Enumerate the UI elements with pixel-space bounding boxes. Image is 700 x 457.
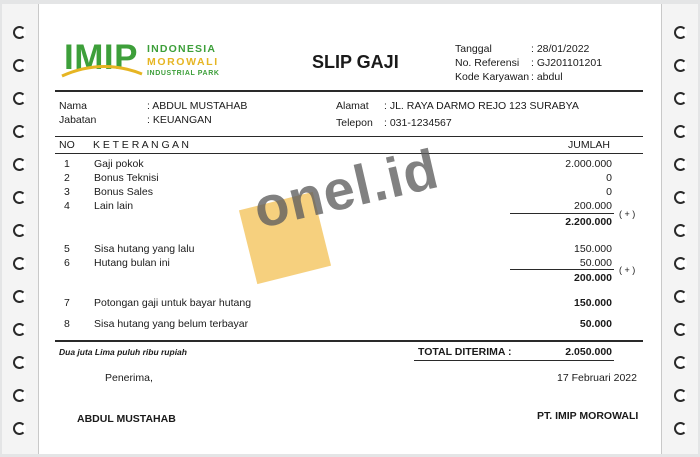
- logo-swoosh-icon: [60, 62, 144, 78]
- tractor-hole-icon: [13, 92, 26, 105]
- table-row-8-amount: 50.000: [579, 318, 612, 330]
- header-divider: [55, 90, 643, 92]
- subtotal-1-line: [510, 213, 614, 214]
- tractor-hole-icon: [674, 125, 687, 138]
- slip-title: SLIP GAJI: [312, 52, 399, 72]
- penerima-label: Penerima,: [105, 372, 153, 384]
- referensi-label: No. Referensi: [455, 57, 520, 69]
- tractor-hole-icon: [13, 158, 26, 171]
- logo-text-industrial-park: INDUSTRIAL PARK: [147, 70, 220, 77]
- table-row-3-desc: Bonus Sales: [94, 186, 153, 198]
- tractor-hole-icon: [674, 224, 687, 237]
- tractor-hole-icon: [13, 356, 26, 369]
- tractor-hole-icon: [13, 125, 26, 138]
- slip-date: 17 Februari 2022: [557, 372, 637, 384]
- nama-value: : ABDUL MUSTAHAB: [147, 100, 248, 112]
- tractor-hole-icon: [13, 422, 26, 435]
- table-row-3-amount: 0: [606, 186, 612, 198]
- table-row-4-desc: Lain lain: [94, 200, 134, 212]
- table-row-7-no: 7: [64, 297, 70, 309]
- recipient-name: ABDUL MUSTAHAB: [77, 413, 176, 425]
- tractor-hole-icon: [674, 191, 687, 204]
- left-tractor-strip: [2, 4, 39, 454]
- tanggal-label: Tanggal: [455, 43, 492, 55]
- watermark-text: onel.id: [247, 136, 445, 241]
- referensi-value: : GJ201101201: [531, 57, 603, 69]
- column-keterangan-header: K E T E R A N G A N: [93, 139, 189, 151]
- alamat-value: : JL. RAYA DARMO REJO 123 SURABYA: [384, 100, 579, 112]
- tractor-hole-icon: [13, 323, 26, 336]
- table-row-1-desc: Gaji pokok: [94, 158, 144, 170]
- total-underline: [414, 360, 614, 361]
- footer-divider: [55, 340, 643, 342]
- table-row-5-desc: Sisa hutang yang lalu: [94, 243, 195, 255]
- tractor-hole-icon: [13, 191, 26, 204]
- tanggal-value: : 28/01/2022: [531, 43, 590, 55]
- table-row-4-amount: 200.000: [574, 200, 612, 212]
- telepon-label: Telepon: [336, 117, 373, 129]
- table-row-4-no: 4: [64, 200, 70, 212]
- tractor-hole-icon: [674, 257, 687, 270]
- tractor-hole-icon: [674, 26, 687, 39]
- plus-mark-1: ( + ): [619, 209, 636, 219]
- alamat-label: Alamat: [336, 100, 369, 112]
- table-row-2-no: 2: [64, 172, 70, 184]
- total-value: 2.050.000: [565, 346, 612, 358]
- nama-label: Nama: [59, 100, 88, 112]
- tractor-hole-icon: [13, 257, 26, 270]
- tractor-hole-icon: [13, 290, 26, 303]
- table-row-2-desc: Bonus Teknisi: [94, 172, 159, 184]
- table-row-3-no: 3: [64, 186, 70, 198]
- logo-text-morowali: MOROWALI: [147, 56, 219, 68]
- kode-karyawan-value: : abdul: [531, 71, 563, 83]
- jabatan-label: Jabatan: [59, 114, 97, 126]
- tractor-hole-icon: [674, 323, 687, 336]
- kode-karyawan-label: Kode Karyawan: [455, 71, 530, 83]
- logo-text-indonesia: INDONESIA: [147, 43, 217, 55]
- company-signature-name: PT. IMIP MOROWALI: [537, 410, 639, 422]
- table-row-8-desc: Sisa hutang yang belum terbayar: [94, 318, 249, 330]
- table-row-6-amount: 50.000: [579, 257, 612, 269]
- table-row-7-desc: Potongan gaji untuk bayar hutang: [94, 297, 252, 309]
- tractor-hole-icon: [13, 389, 26, 402]
- tractor-hole-icon: [13, 224, 26, 237]
- company-logo: IMIP: [64, 38, 138, 77]
- subtotal-1-value: 2.200.000: [565, 216, 612, 228]
- tractor-hole-icon: [674, 290, 687, 303]
- column-no-header: NO: [59, 139, 75, 151]
- telepon-value: : 031-1234567: [384, 117, 452, 129]
- tractor-hole-icon: [674, 356, 687, 369]
- tractor-hole-icon: [13, 59, 26, 72]
- total-label: TOTAL DITERIMA :: [418, 346, 512, 358]
- table-row-6-no: 6: [64, 257, 70, 269]
- table-row-5-no: 5: [64, 243, 70, 255]
- tractor-hole-icon: [674, 59, 687, 72]
- jabatan-value: : KEUANGAN: [147, 114, 212, 126]
- table-header-top-border: [55, 136, 643, 137]
- terbilang-text: Dua juta Lima puluh ribu rupiah: [59, 347, 187, 357]
- table-row-1-no: 1: [64, 158, 70, 170]
- table-row-7-amount: 150.000: [574, 297, 612, 309]
- tractor-hole-icon: [674, 92, 687, 105]
- subtotal-2-line: [510, 269, 614, 270]
- table-row-5-amount: 150.000: [574, 243, 612, 255]
- table-row-6-desc: Hutang bulan ini: [94, 257, 170, 269]
- table-row-8-no: 8: [64, 318, 70, 330]
- tractor-hole-icon: [13, 26, 26, 39]
- tractor-hole-icon: [674, 389, 687, 402]
- tractor-hole-icon: [674, 422, 687, 435]
- tractor-hole-icon: [674, 158, 687, 171]
- column-jumlah-header: JUMLAH: [568, 139, 611, 151]
- table-row-2-amount: 0: [606, 172, 612, 184]
- subtotal-2-value: 200.000: [574, 272, 612, 284]
- right-tractor-strip: [661, 4, 698, 454]
- plus-mark-2: ( + ): [619, 265, 636, 275]
- table-row-1-amount: 2.000.000: [565, 158, 612, 170]
